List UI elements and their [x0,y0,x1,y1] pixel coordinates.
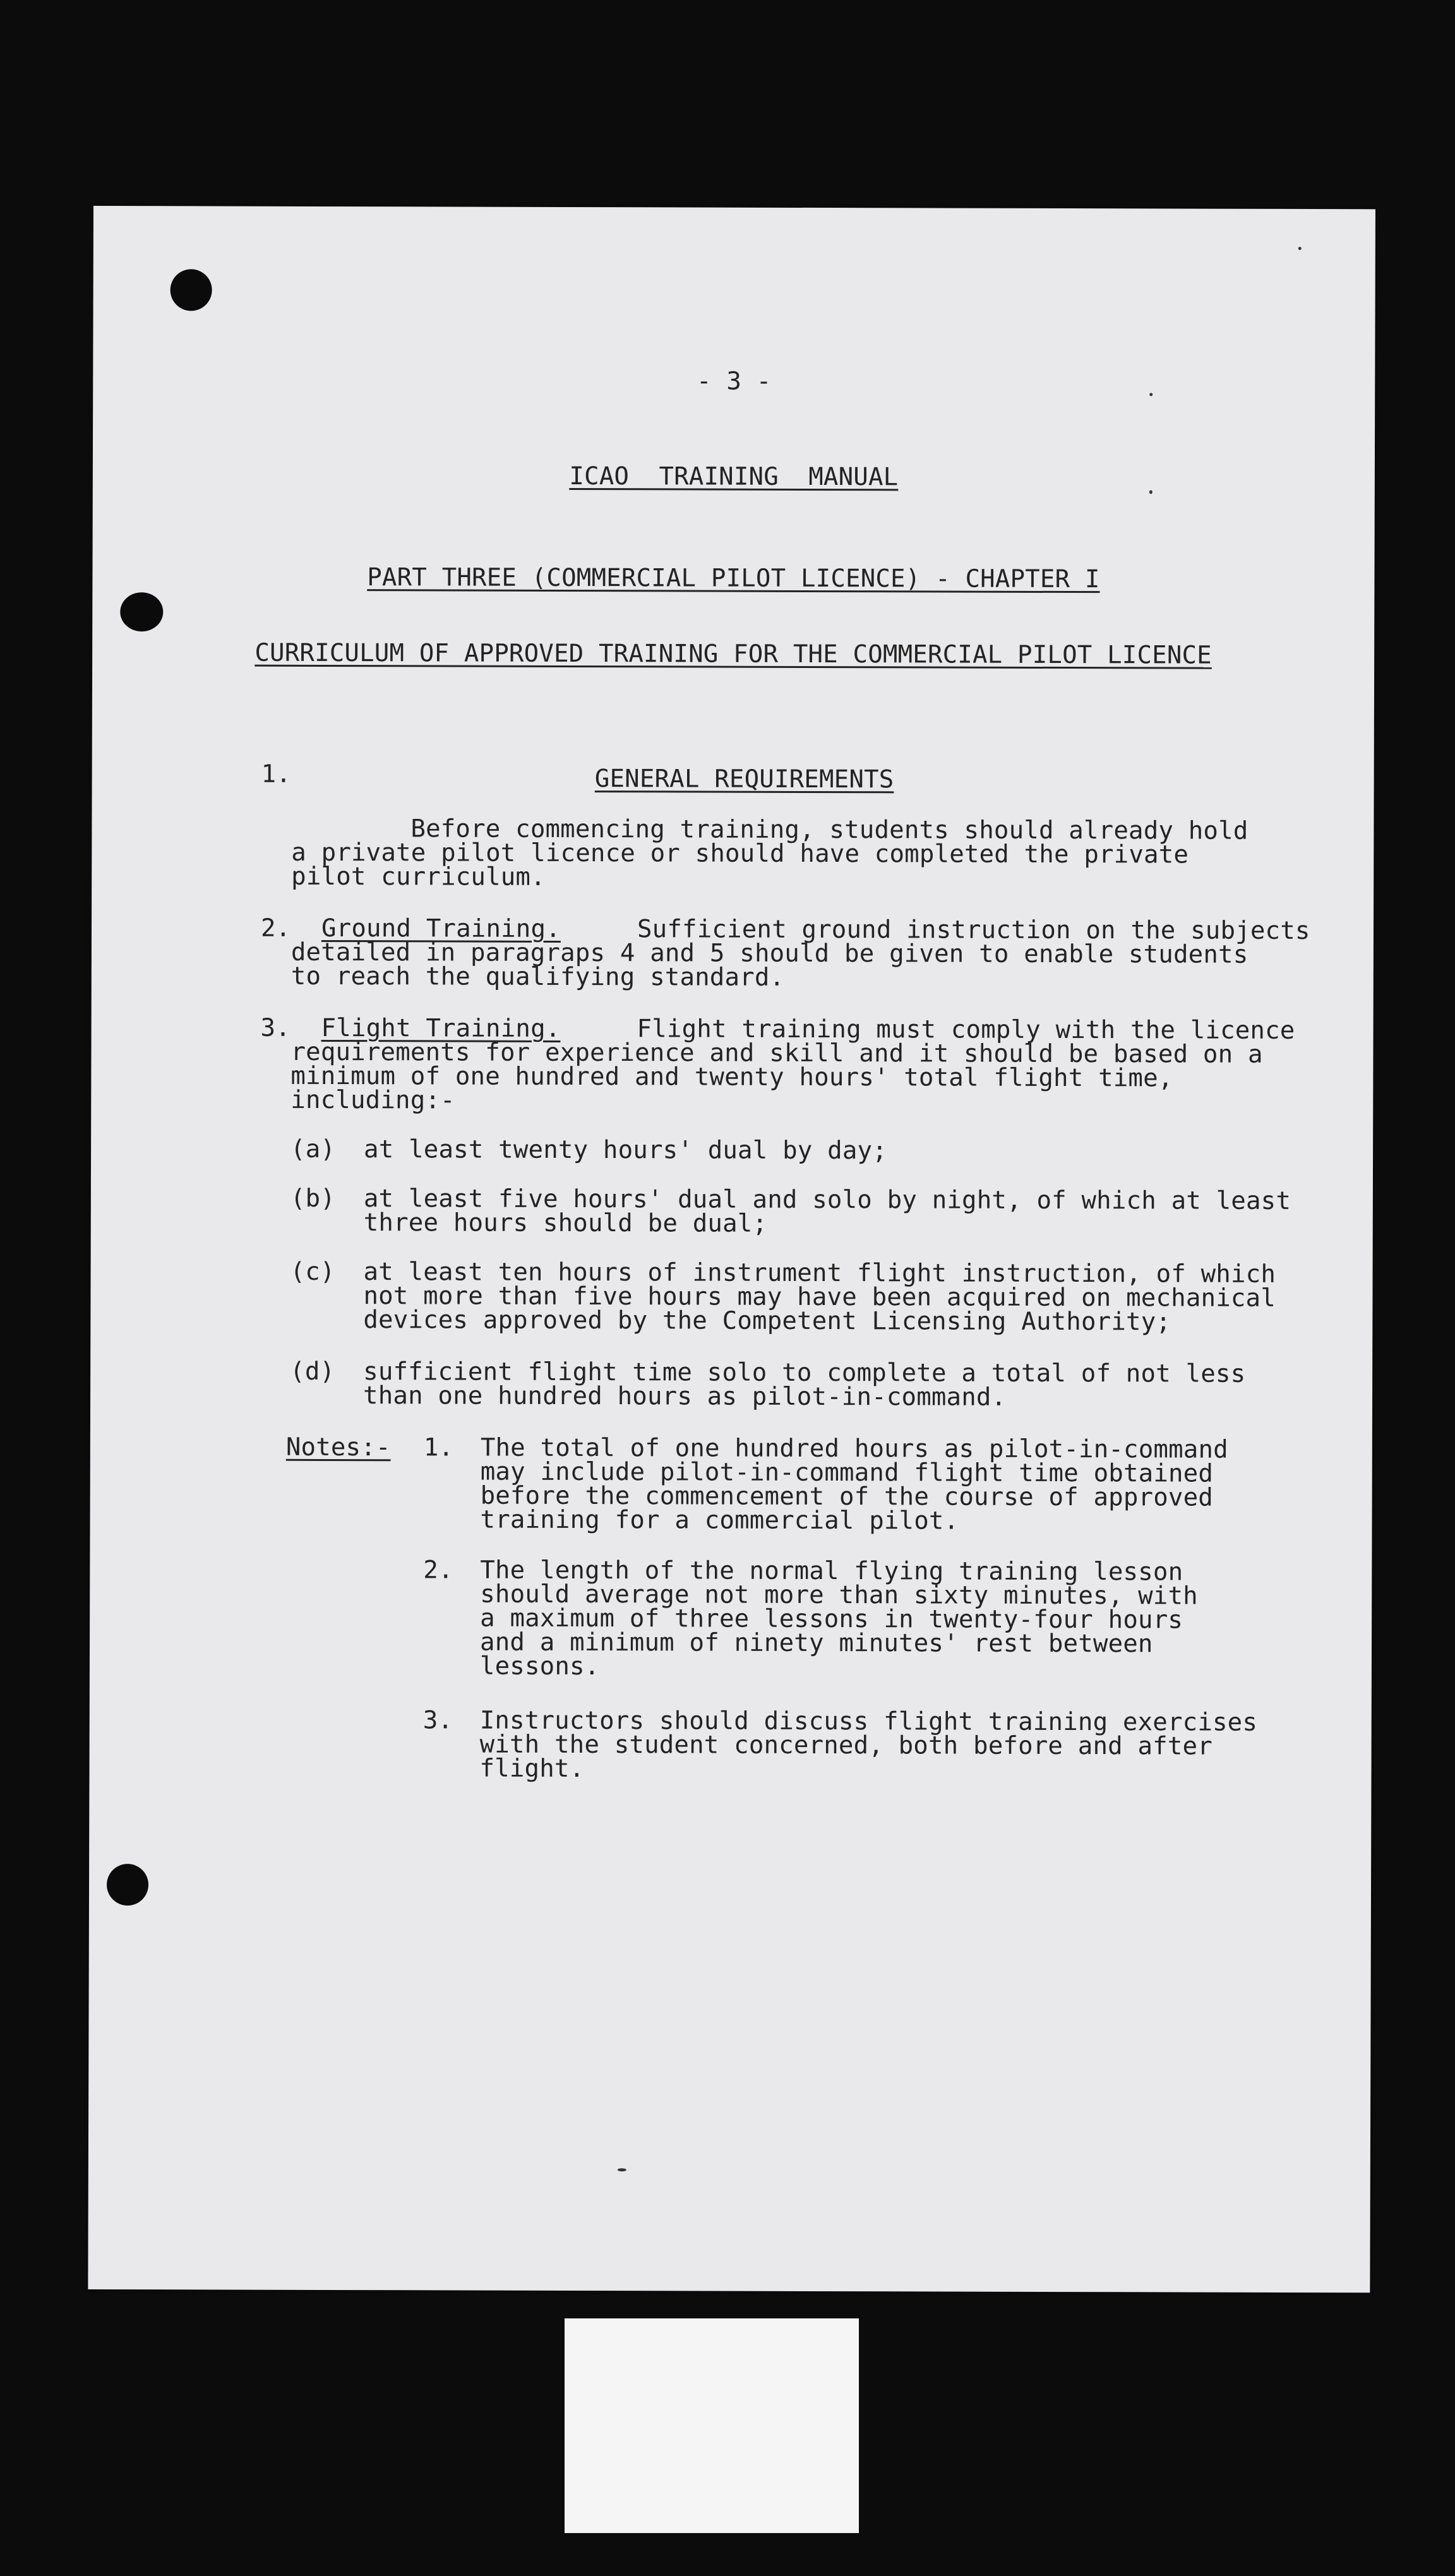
section-1-line: a private pilot licence or should have completed the private [291,838,1189,869]
note-line: flight. [479,1754,585,1784]
section-1-line: pilot curriculum. [291,862,546,891]
item-line: sufficient flight time solo to complete a total of not less [363,1357,1246,1388]
item-label: (c) [290,1257,335,1287]
note-line: training for a commercial pilot. [480,1505,959,1535]
item-line: devices approved by the Competent Licensing Authority; [363,1306,1171,1337]
section-1-number: 1. [261,760,292,789]
section-3-number: 3. [260,1013,291,1042]
note-line: a maximum of three lessons in twenty-four hours [480,1604,1183,1635]
section-3-line: minimum of one hundred and twenty hours' total flight time, [290,1061,1173,1093]
section-1-line: Before commencing training, students should already hold [410,814,1248,845]
note-line: may include pilot-in-command flight time obtained [480,1457,1214,1488]
section-3-line: Flight training must comply with the licence [637,1015,1295,1045]
section-2-heading: Ground Training. [321,914,561,943]
note-line: The total of one hundred hours as pilot-in-command [480,1433,1228,1464]
section-2-line: Sufficient ground instruction on the subjects [637,915,1310,946]
punch-hole [107,1864,148,1905]
section-2-line: to reach the qualifying standard. [290,962,785,992]
paper-speck [618,2168,626,2171]
section-2-line: detailed in paragraps 4 and 5 should be given to enable students [290,938,1248,969]
item-label: (a) [290,1135,336,1164]
note-number: 1. [423,1433,454,1462]
item-line: at least ten hours of instrument flight instruction, of which [363,1258,1276,1289]
document-page [88,206,1375,2293]
item-line: three hours should be dual; [363,1208,768,1238]
item-label: (d) [290,1357,335,1386]
notes-label: Notes:- [285,1433,391,1462]
section-2-number: 2. [260,914,291,943]
part-title: PART THREE (COMMERCIAL PILOT LICENCE) - CHAPTER I [367,563,1100,594]
section-3-line: including:- [290,1085,455,1115]
item-line: at least twenty hours' dual by day; [364,1135,887,1166]
section-3-line: requirements for experience and skill and it should be based on a [290,1037,1263,1069]
manual-title: ICAO TRAINING MANUAL [569,462,899,492]
item-line: not more than five hours may have been acquired on mechanical [363,1282,1276,1313]
note-line: and a minimum of ninety minutes' rest between [479,1628,1153,1659]
paper-speck [1298,247,1302,250]
section-3-heading: Flight Training. [321,1013,561,1043]
note-line: lessons. [479,1652,600,1681]
note-number: 2. [423,1556,453,1585]
section-1-heading: GENERAL REQUIREMENTS [594,765,894,794]
page-number: - 3 - [697,367,772,396]
note-number: 3. [422,1706,453,1735]
item-label: (b) [290,1184,335,1213]
note-line: before the commencement of the course of approved [480,1481,1214,1512]
note-line: The length of the normal flying training lesson [480,1556,1183,1587]
blank-slip [565,2318,859,2533]
punch-hole [120,592,163,631]
note-line: Instructors should discuss flight training exercises [479,1706,1258,1737]
item-line: at least five hours' dual and solo by night, of which at least [363,1184,1291,1215]
note-line: should average not more than sixty minutes, with [480,1580,1198,1611]
note-line: with the student concerned, both before and after [479,1730,1213,1761]
item-line: than one hundred hours as pilot-in-command. [363,1381,1007,1412]
punch-hole [171,269,212,311]
curriculum-title: CURRICULUM OF APPROVED TRAINING FOR THE COMMERCIAL PILOT LICENCE [254,638,1212,670]
